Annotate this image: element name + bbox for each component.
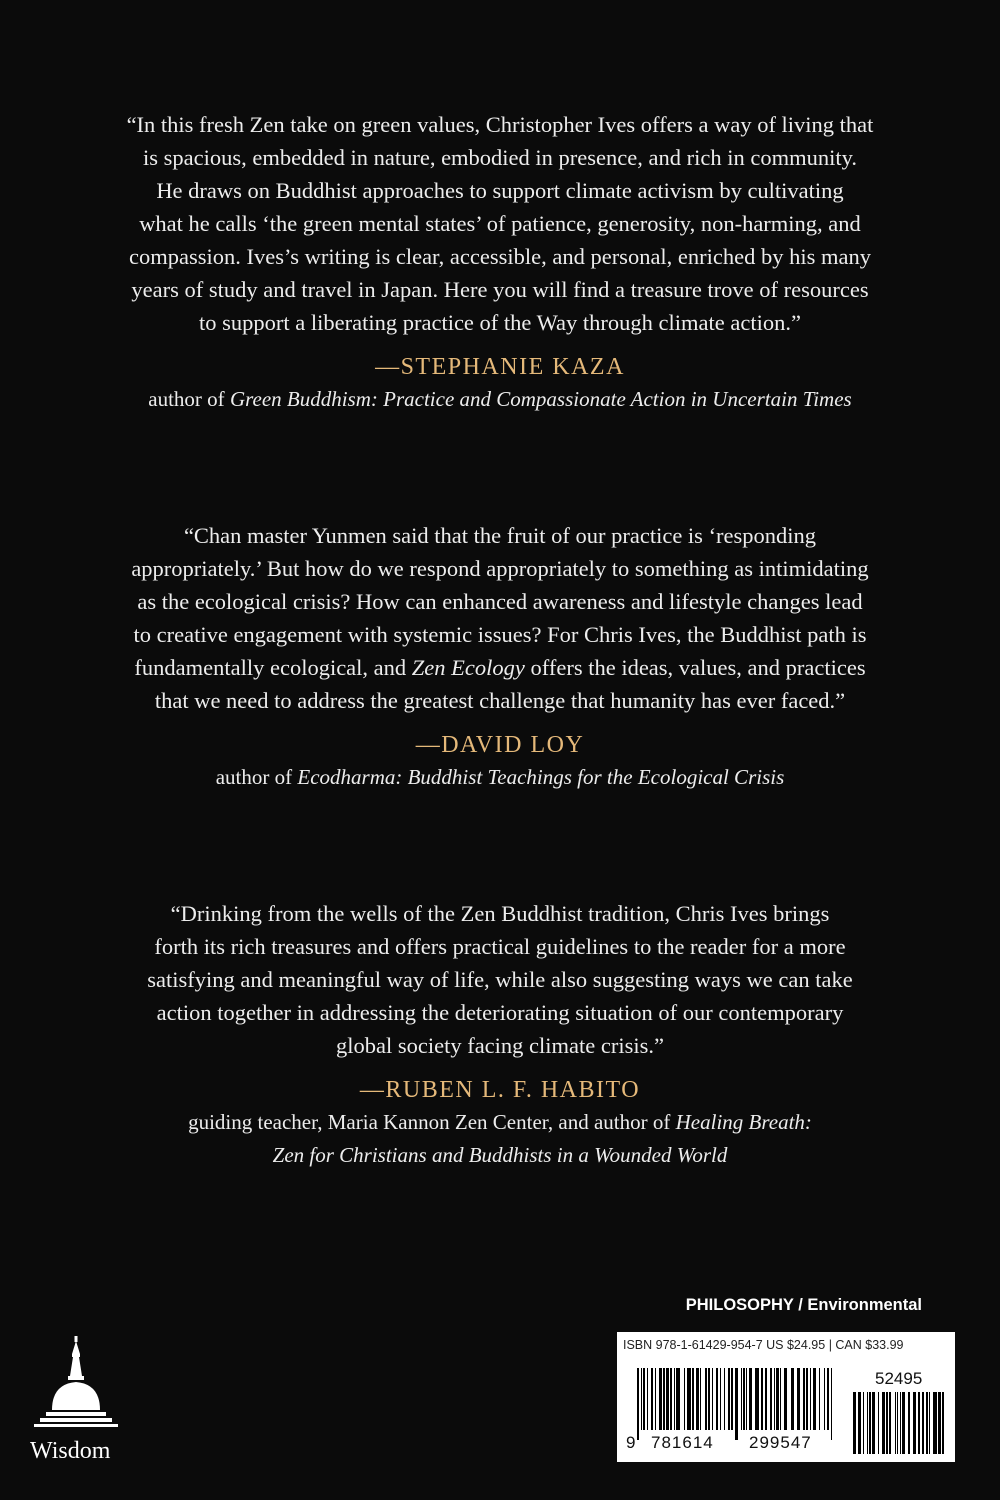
ean-right-digits: 299547 (749, 1433, 812, 1452)
barcode-bar (708, 1368, 710, 1430)
blurb-credit (60, 1106, 940, 1172)
barcode-bar (692, 1368, 694, 1430)
quote-book-title: Zen Ecology (411, 655, 525, 680)
isbn-price-line: ISBN 978-1-61429-954-7 US $24.95 | CAN $33.99 (623, 1338, 904, 1352)
quote-line: what he calls ‘the green mental states’ of patience, generosity, non-harming, and (139, 211, 861, 236)
quote-line: to creative engagement with systemic issues? For Chris Ives, the Buddhist path is (133, 622, 867, 647)
barcode-bar (913, 1392, 916, 1454)
ean-left-digits: 781614 (651, 1433, 714, 1452)
barcode-bar (765, 1368, 767, 1430)
barcode-bar (858, 1392, 861, 1454)
barcode-bar (810, 1368, 811, 1430)
barcode-bar (831, 1368, 832, 1440)
barcode-bar (803, 1368, 805, 1430)
barcode-bar (684, 1368, 685, 1430)
quote-line: forth its rich treasures and offers practical guidelines to the reader for a more (154, 934, 846, 959)
barcode-bar (728, 1368, 730, 1430)
blurb-ruben-habito (60, 897, 940, 1172)
barcode-bar (938, 1392, 941, 1454)
barcode-bar (902, 1392, 905, 1454)
credit-book-title: Ecodharma: Buddhist Teachings for the Ecological Crisis (297, 765, 785, 789)
barcode-bar (895, 1392, 896, 1454)
quote-line: “Chan master Yunmen said that the fruit of our practice is ‘responding (183, 523, 817, 548)
ean-first-digit: 9 (626, 1433, 636, 1452)
quote-line: appropriately.’ But how do we respond appropriately to something as intimidating (131, 556, 869, 581)
quote-line: He draws on Buddhist approaches to support climate activism by cultivating (156, 178, 844, 203)
barcode-bar (676, 1368, 680, 1430)
barcode-bar (761, 1368, 763, 1430)
barcode-bar (696, 1368, 699, 1430)
quote-line-prefix: fundamentally ecological, and (134, 655, 412, 680)
quote-line: years of study and travel in Japan. Here you will find a treasure trove of resources (131, 277, 869, 302)
bisac-category: PHILOSOPHY / Environmental (685, 1296, 922, 1314)
credit-prefix: author of (215, 765, 298, 789)
barcode-bar (867, 1392, 868, 1454)
barcode-bar (908, 1392, 910, 1454)
barcode-bar (806, 1368, 808, 1430)
barcode-bar (900, 1392, 901, 1454)
barcode-bar (712, 1368, 713, 1430)
barcode-bar (824, 1368, 825, 1430)
barcode-bar (700, 1368, 701, 1430)
barcode-bar (663, 1368, 665, 1430)
credit-book-title-cont: Zen for Christians and Buddhists in a Wounded World (272, 1143, 728, 1167)
blurb-credit (60, 761, 940, 794)
blurb-attribution: —RUBEN L. F. HABITO (359, 1077, 641, 1103)
barcode-bar (735, 1368, 738, 1440)
barcode-bar (770, 1368, 772, 1430)
ean-barcode-bars (637, 1368, 837, 1440)
barcode-bar (819, 1368, 820, 1430)
barcode-bar (780, 1368, 781, 1430)
blurb-quote (60, 108, 940, 339)
blurb-quote (60, 519, 940, 717)
publisher-wordmark: Wisdom (30, 1438, 111, 1464)
barcode-bar (813, 1368, 816, 1430)
barcode-bar (743, 1368, 745, 1430)
isbn-barcode (617, 1332, 955, 1462)
barcode-bar (724, 1368, 725, 1430)
quote-line: compassion. Ives’s writing is clear, accessible, and personal, enriched by his many (128, 244, 872, 269)
barcode-bar (655, 1368, 656, 1430)
barcode-bar (647, 1368, 648, 1430)
quote-line: is spacious, embedded in nature, embodied in presence, and rich in community. (143, 145, 857, 170)
barcode-bar (882, 1392, 885, 1454)
barcode-bar (889, 1392, 891, 1454)
credit-book-title: Healing Breath: (675, 1110, 812, 1134)
price-code: 52495 (875, 1369, 923, 1388)
barcode-bar (705, 1368, 707, 1430)
blurb-stephanie-kaza (60, 108, 940, 416)
quote-line: “In this fresh Zen take on green values, Christopher Ives offers a way of living that (126, 112, 874, 137)
barcode-bar (853, 1392, 856, 1454)
quote-line: “Drinking from the wells of the Zen Buddhist tradition, Chris Ives brings (170, 901, 830, 926)
barcode-bar (872, 1392, 875, 1454)
barcode-bar (933, 1392, 937, 1454)
barcode-bar (749, 1368, 752, 1430)
barcode-bar (774, 1368, 775, 1430)
blurb-attribution: —DAVID LOY (415, 732, 585, 758)
barcode-bar (746, 1368, 747, 1430)
barcode-bar (637, 1368, 639, 1440)
credit-book-title: Green Buddhism: Practice and Compassionate Action in Uncertain Times (229, 387, 852, 411)
barcode-bar (827, 1368, 829, 1430)
credit-prefix: guiding teacher, Maria Kannon Zen Center, and author of (188, 1110, 676, 1134)
barcode-bar (942, 1392, 944, 1454)
quote-line: action together in addressing the deteriorating situation of our contemporary (156, 1000, 844, 1025)
barcode-bar (659, 1368, 662, 1430)
barcode-bar (791, 1368, 794, 1430)
barcode-bar (784, 1368, 787, 1430)
barcode-bar (741, 1368, 742, 1430)
barcode-bar (643, 1368, 645, 1430)
barcode-bar (731, 1368, 733, 1430)
barcode-bar (716, 1368, 718, 1430)
barcode-bar (641, 1368, 642, 1430)
quote-line: to support a liberating practice of the Way through climate action.” (199, 310, 801, 335)
barcode-bar (687, 1368, 691, 1430)
barcode-bar (922, 1392, 924, 1454)
quote-line: as the ecological crisis? How can enhanced awareness and lifestyle changes lead (137, 589, 863, 614)
barcode-bar (776, 1368, 779, 1430)
blurb-david-loy (60, 519, 940, 794)
barcode-bar (918, 1392, 920, 1454)
quote-line-suffix: offers the ideas, values, and practices (524, 655, 866, 680)
quote-line: global society facing climate crisis.” (335, 1033, 664, 1058)
barcode-bar (863, 1392, 864, 1454)
barcode-bar (886, 1392, 888, 1454)
barcode-bar (897, 1392, 898, 1454)
barcode-bar (651, 1368, 653, 1430)
barcode-bar (926, 1392, 928, 1454)
quote-line: that we need to address the greatest challenge that humanity has ever faced.” (154, 688, 846, 713)
price-barcode-bars (853, 1392, 951, 1454)
blurb-attribution: —STEPHANIE KAZA (375, 354, 625, 380)
barcode-bar (797, 1368, 800, 1430)
blurb-quote (60, 897, 940, 1062)
barcode-bar (670, 1368, 672, 1430)
barcode-bar (674, 1368, 675, 1430)
barcode-bar (720, 1368, 721, 1430)
quote-line: satisfying and meaningful way of life, while also suggesting ways we can take (147, 967, 853, 992)
blurb-credit (60, 383, 940, 416)
barcode-bar (878, 1392, 879, 1454)
barcode-bar (755, 1368, 759, 1430)
barcode-bar (869, 1392, 871, 1454)
barcode-bar (929, 1392, 930, 1454)
credit-prefix: author of (148, 387, 230, 411)
barcode-bar (666, 1368, 669, 1430)
